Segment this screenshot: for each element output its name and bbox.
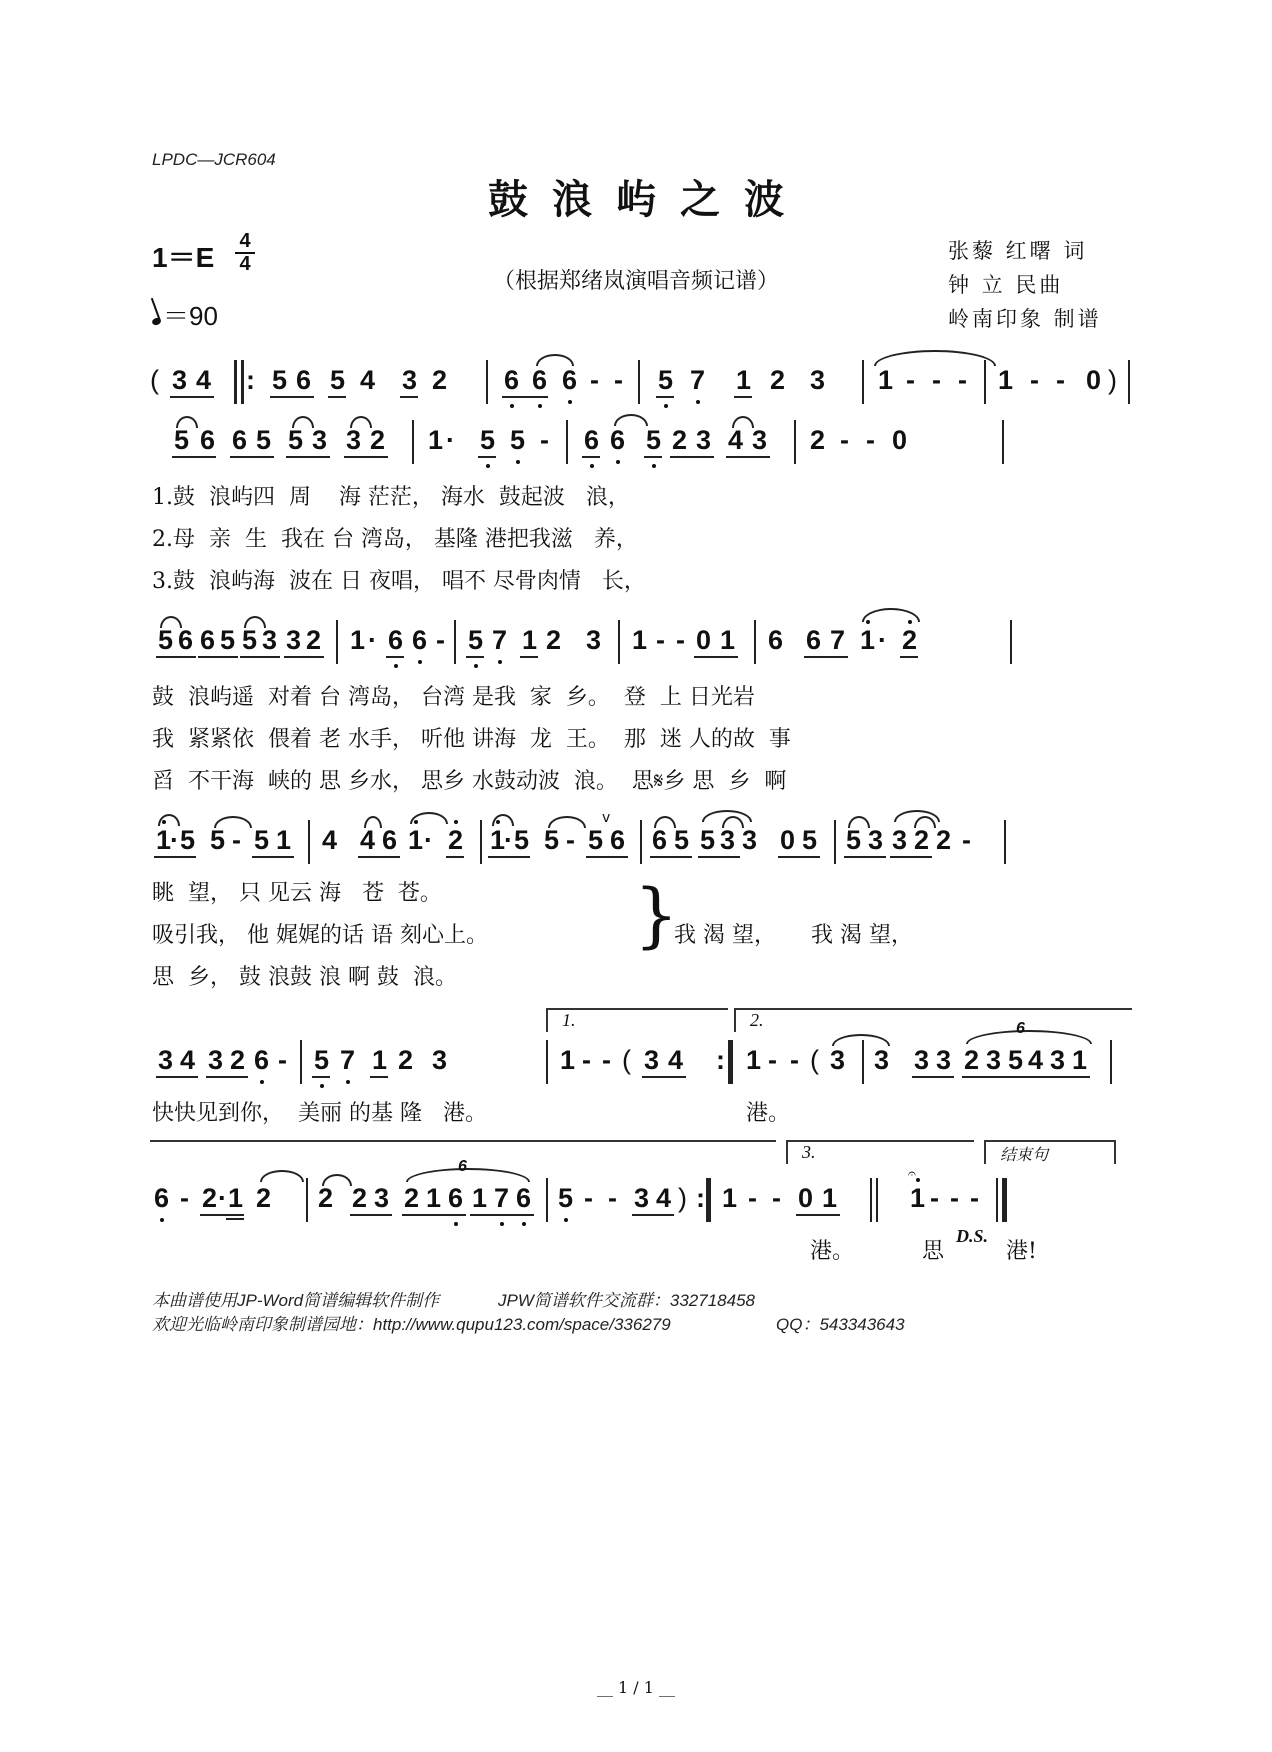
footer-website[interactable]: 欢迎光临岭南印象制谱园地：http://www.qupu123.com/space/336279	[152, 1315, 671, 1334]
score-code: LPDC—JCR604	[152, 150, 276, 169]
system-5: 3 4 3 2 6 - 5 7 1 2 3 1 - - ( 3 4 : 1 - - ( 3 3 3 3 6 2 3 5 4 3 1	[150, 1044, 1130, 1084]
credits	[948, 234, 1102, 336]
lyric-line-verse1-b: 鼓 浪屿遥 对着 台 湾岛， 台湾 是我 家 乡。 登 上 日光岩	[152, 685, 755, 710]
system-1: ( 3 4 : 5 6 5 4 3 2 6 6 6 - - 5 7 1 2 3 1 - - - 1 - - 0 )	[150, 364, 1130, 404]
system-4: 1 · 5 5 - 5 1 4 4 6 1 · 2 1 · 5 5 - 5 6 v 6 5 5 3 3 0 5 5 3 3 2 2 -	[150, 824, 1130, 864]
page-number: __ 1 / 1 __	[596, 1678, 676, 1697]
subtitle: （根据郑绪岚演唱音频记谱）	[492, 269, 779, 294]
system-6: 6 - 2 · 1 2 2 2 3 6 2 1 6 1 7 6 5 - - 3 4 ) : 1 - - 0 1 𝄐 1 - - -	[150, 1182, 1130, 1222]
composer: 钟 立 民曲	[948, 273, 1064, 297]
transcriber: 岭南印象 制谱	[948, 307, 1102, 331]
time-signature: 4 4	[235, 232, 255, 274]
quarter-note-icon	[151, 317, 162, 327]
volta-3: 3.	[786, 1140, 974, 1164]
dal-segno-marking: D.S.	[956, 1226, 989, 1246]
system-3: 5 6 6 5 5 3 3 2 1 · 6 6 - 5 7 1 2 3 1 - - 0 1 6 6 7 1 · 2	[150, 624, 1130, 664]
song-title: 鼓浪屿之波	[488, 176, 808, 223]
volta-2: 2.	[734, 1008, 1132, 1032]
volta-2-continuation	[150, 1140, 776, 1142]
footer-group: JPW简谱软件交流群：332718458	[498, 1291, 755, 1310]
lyric-ending-si: 思	[922, 1239, 945, 1264]
system-2: 5 6 6 5 5 3 3 2 1 · 5 5 - 6 6 5 2 3 4 3 2 - - 0	[150, 424, 1130, 464]
lyric-line-d: 快快见到你， 美丽 的基 隆 港。	[152, 1101, 487, 1126]
lyric-final: 港!	[1006, 1239, 1037, 1264]
lyric-line-verse3-c: 思 乡， 鼓 浪鼓 浪 啊 鼓 浪。	[152, 965, 457, 990]
lyric-line-verse2-a: 2.母 亲 生 我在 台 湾岛， 基隆 港把我滋 养，	[152, 527, 638, 552]
lyric-line-verse2-b: 我 紧紧依 偎着 老 水手， 听他 讲海 龙 王。 那 迷 人的故 事	[152, 727, 791, 752]
lyric-ending-3: 港。	[810, 1239, 855, 1264]
lyric-line-verse2-c: 吸引我， 他 娓娓的话 语 刻心上。	[152, 923, 488, 948]
lyric-line-verse1-a: 1.鼓 浪屿四 周 海 茫茫， 海水 鼓起波 浪，	[152, 485, 630, 510]
lyric-line-verse3-b: 舀 不干海 峡的 思 乡水， 思乡 水鼓动波 浪。 思𝄋乡 思 乡 啊	[152, 769, 787, 794]
ending-bracket: 结束句	[984, 1140, 1116, 1164]
volta-1: 1.	[546, 1008, 728, 1032]
footer-qq: QQ：543343643	[776, 1315, 905, 1334]
lyric-line-verse3-a: 3.鼓 浪屿海 波在 日 夜唱， 唱不 尽骨肉情 长，	[152, 569, 646, 594]
lyricist: 张藜 红曙 词	[948, 239, 1088, 263]
brace: }	[634, 874, 679, 956]
tempo-marking: ＝90	[152, 296, 218, 333]
footer-software: 本曲谱使用JP-Word简谱编辑软件制作	[152, 1291, 440, 1310]
lyric-line-d2: 港。	[746, 1101, 791, 1126]
lyric-line-verse1-c: 眺 望， 只 见云 海 苍 苍。	[152, 881, 442, 906]
key-signature: 1＝E	[152, 242, 215, 273]
fermata-icon: 𝄐	[908, 1166, 916, 1182]
refrain-lyric: 我 渴 望， 我 渴 望，	[674, 923, 913, 948]
